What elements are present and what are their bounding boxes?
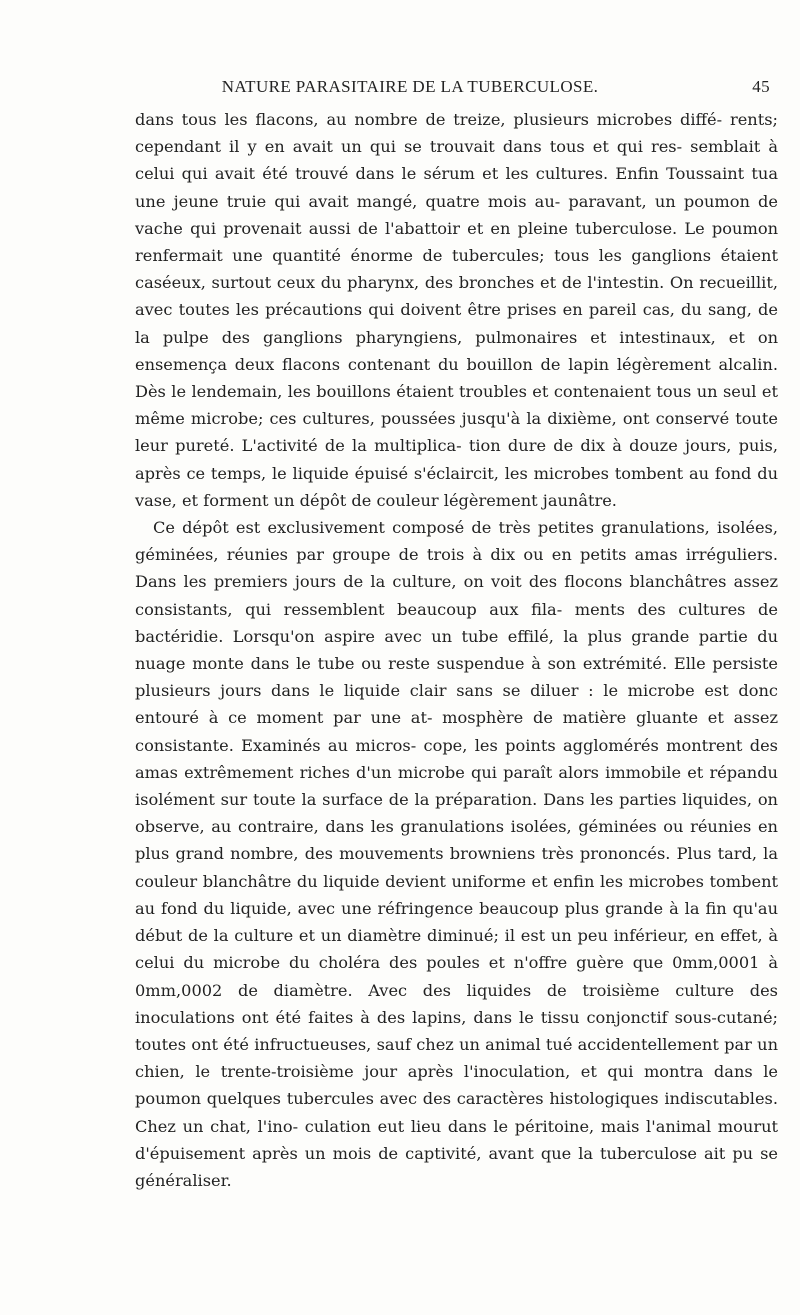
body-text — [135, 106, 778, 1194]
paragraph: Ce dépôt est exclusivement composé de très petites granulations, isolées, géminées, réunies par groupe de trois à dix ou en petits amas irréguliers. Dans les premiers jours de la culture, on voit des flocons blanchâtres assez consistants, qui ressemblent beaucoup aux fila- ments des cultures de bactéridie. Lorsqu'on aspire avec un tube effilé, la plus grande partie du nuage monte dans le tube ou reste suspendue à son extrémité. Elle persiste plusieurs jours dans le liquide clair sans se diluer : le microbe est donc entouré à ce moment par une at- mosphère de matière gluante et assez consistante. Examinés au micros- cope, les points agglomérés montrent des amas extrêmement riches d'un microbe qui paraît alors immobile et répandu isolément sur toute la surface de la préparation. Dans les parties liquides, on observe, au contraire, dans les granulations isolées, géminées ou réunies en plus grand nombre, des mouvements browniens très prononcés. Plus tard, la couleur blanchâtre du liquide devient uniforme et enfin les microbes tombent au fond du liquide, avec une réfringence beaucoup plus grande à la fin qu'au début de la culture et un diamètre diminué; il est un peu inférieur, en effet, à celui du microbe du choléra des poules et n'offre guère que 0mm,0001 à 0mm,0002 de diamètre. Avec des liquides de troisième culture des inoculations ont été faites à des lapins, dans le tissu conjonctif sous-cutané; toutes ont été infructueuses, sauf chez un animal tué accidentellement par un chien, le trente-troisième jour après l'inoculation, et qui montra dans le poumon quelques tubercules avec des caractères histologiques indiscutables. Chez un chat, l'ino- culation eut lieu dans le péritoine, mais l'animal mourut d'épuisement après un mois de captivité, avant que la tuberculose ait pu se généraliser. — [135, 518, 778, 1190]
running-header — [200, 77, 770, 101]
page-number: 45 — [752, 77, 770, 96]
paragraph: dans tous les flacons, au nombre de treize, plusieurs microbes diffé- rents; cependant il y en avait un qui se trouvait dans tous et qui res- semblait à celui qui avait été trouvé dans le sérum et les cultures. Enfin Toussaint tua une jeune truie qui avait mangé, quatre mois au- paravant, un poumon de vache qui provenait aussi de l'abattoir et en pleine tuberculose. Le poumon renfermait une quantité énorme de tubercules; tous les ganglions étaient caséeux, surtout ceux du pharynx, des bronches et de l'intestin. On recueillit, avec toutes les précautions qui doivent être prises en pareil cas, du sang, de la pulpe des ganglions pharyngiens, pulmonaires et intestinaux, et on ensemença deux flacons contenant du bouillon de lapin légèrement alcalin. Dès le lendemain, les bouillons étaient troubles et contenaient tous un seul et même microbe; ces cultures, poussées jusqu'à la dixième, ont conservé toute leur pureté. L'activité de la multiplica- tion dure de dix à douze jours, puis, après ce temps, le liquide épuisé s'éclaircit, les microbes tombent au fond du vase, et forment un dépôt de couleur légèrement jaunâtre. — [135, 110, 778, 510]
running-title: NATURE PARASITAIRE DE LA TUBERCULOSE. — [221, 77, 599, 96]
